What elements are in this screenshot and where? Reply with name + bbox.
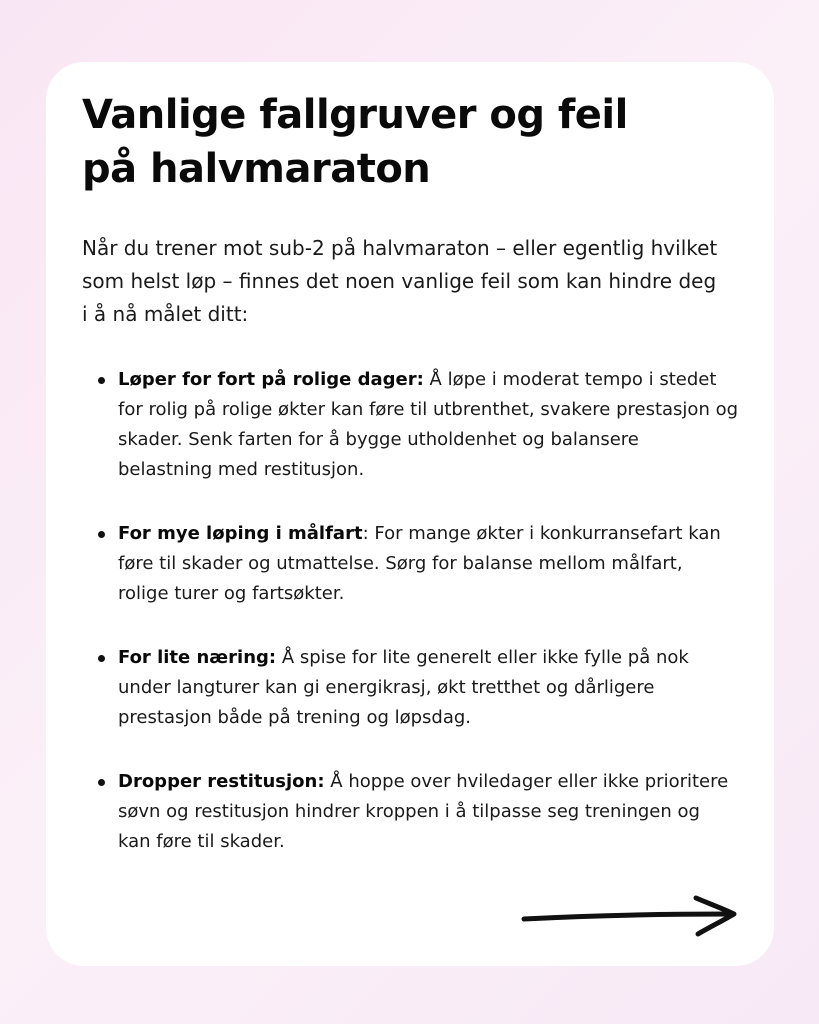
tip-text: Å hoppe over hviledager eller ikke prioritere søvn og restitusjon hindrer kroppen i å tilpasse seg treningen og kan føre til skader.	[118, 771, 729, 852]
bullet-icon	[98, 655, 105, 662]
bullet-icon	[98, 779, 105, 786]
arrow-right-icon[interactable]	[520, 894, 742, 938]
tip-term: Dropper restitusjon:	[118, 771, 325, 792]
tips-list	[82, 365, 740, 857]
list-item	[118, 643, 738, 733]
tip-text: Å spise for lite generelt eller ikke fylle på nok under langturer kan gi energikrasj, økt tretthet og dårligere prestasjon både på trening og løpsdag.	[118, 647, 689, 728]
tip-text: Å løpe i moderat tempo i stedet for rolig på rolige økter kan føre til utbrenthet, svakere prestasjon og skader. Senk farten for å bygge utholdenhet og balansere belastning med restitusjon.	[118, 369, 739, 480]
list-item	[118, 365, 738, 485]
tip-term: For mye løping i målfart	[118, 523, 363, 544]
content-card	[46, 62, 774, 966]
list-item	[118, 767, 738, 857]
list-item	[118, 519, 738, 609]
page-title: Vanlige fallgruver og feil på halvmaraton	[82, 92, 628, 192]
intro-paragraph: Når du trener mot sub-2 på halvmaraton – eller egentlig hvilket som helst løp – finnes det noen vanlige feil som kan hindre deg i å nå målet ditt:	[82, 236, 718, 326]
tip-text: : For mange økter i konkurransefart kan føre til skader og utmattelse. Sørg for balanse mellom målfart, rolige turer og fartsøkter.	[118, 523, 721, 604]
tip-term: Løper for fort på rolige dager:	[118, 369, 424, 390]
bullet-icon	[98, 377, 105, 384]
bullet-icon	[98, 531, 105, 538]
tip-term: For lite næring:	[118, 647, 277, 668]
